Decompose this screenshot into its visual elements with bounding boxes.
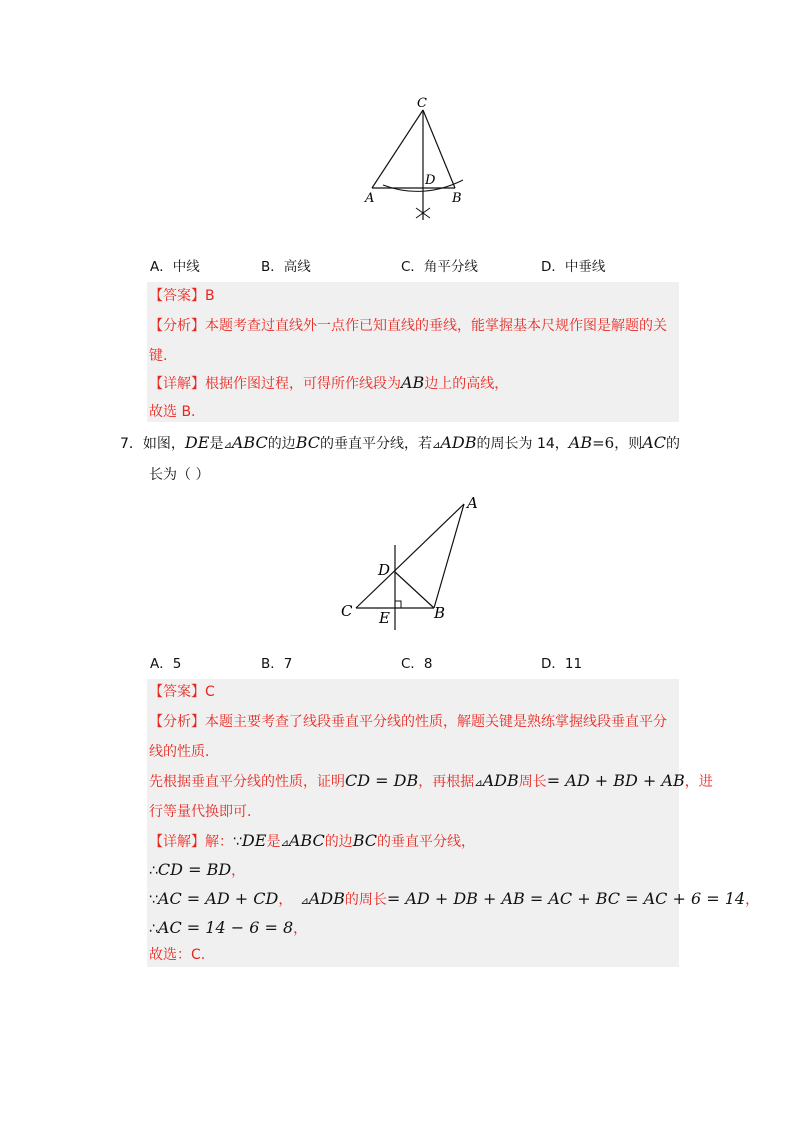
q7-option-c: C．8 [401, 656, 433, 672]
q7-option-a: A．5 [150, 656, 182, 672]
q6-answer: 【答案】B [149, 288, 215, 304]
q7-label-c: C [341, 602, 353, 620]
q7-analysis-method-cont: 行等量代换即可. [149, 804, 252, 820]
q7-stem-line2: 长为（ ） [149, 467, 210, 483]
q7-figure [338, 490, 488, 635]
q6-option-c: C．角平分线 [401, 259, 478, 275]
q6-conclusion: 故选 B. [149, 404, 196, 420]
q7-detail-line1: 【详解】解：∵DE是⊿ABC的边BC的垂直平分线， [149, 831, 475, 850]
q6-label-c: C [417, 96, 427, 111]
q7-solution-panel [147, 679, 760, 967]
q6-label-d: D [425, 173, 436, 188]
q7-right-angle-mark [395, 601, 401, 608]
q7-detail-line4: ∴AC = 14 − 6 = 8， [149, 918, 308, 937]
q6-solution-panel [147, 282, 679, 422]
q7-conclusion: 故选：C. [149, 947, 206, 963]
q7-side-ab [434, 504, 464, 608]
q6-label-a: A [365, 191, 375, 206]
q6-side-ca [372, 110, 423, 188]
q6-option-b: B．高线 [261, 259, 311, 275]
q6-analysis: 【分析】本题考查过直线外一点作已知直线的垂线，能掌握基本尺规作图是解题的关 [149, 318, 667, 334]
q6-label-b: B [452, 191, 462, 206]
q7-answer: 【答案】C [149, 684, 215, 700]
q7-analysis-cont: 线的性质． [149, 744, 219, 760]
q7-side-ca [356, 504, 464, 608]
q7-label-d: D [378, 561, 391, 579]
q6-option-a: A．中线 [150, 259, 200, 275]
q7-label-e: E [379, 609, 390, 627]
q7-analysis: 【分析】本题主要考查了线段垂直平分线的性质，解题关键是熟练掌握线段垂直平分 [149, 714, 667, 730]
q7-detail-line2: ∴CD = BD， [149, 860, 246, 879]
q7-label-a: A [467, 494, 478, 512]
q7-detail-line3: ∵AC = AD + CD， ⊿ADB的周长= AD + DB + AB = AC + BC = AC + 6 = 14， [149, 889, 760, 908]
q7-option-b: B．7 [261, 656, 293, 672]
q6-detail: 【详解】根据作图过程，可得所作线段为AB边上的高线， [149, 373, 509, 392]
q7-label-b: B [434, 604, 446, 622]
q7-analysis-method: 先根据垂直平分线的性质，证明CD = DB，再根据⊿ADB周长= AD + BD + AB，进 [149, 771, 713, 790]
q6-option-d: D．中垂线 [541, 259, 606, 275]
q6-analysis-cont: 键. [149, 348, 168, 364]
q7-stem-line1: 7．如图，DE是⊿ABC的边BC的垂直平分线，若⊿ADB的周长为 14，AB=6，则AC的 [120, 433, 681, 452]
q6-figure [355, 92, 475, 227]
q7-option-d: D．11 [541, 656, 583, 672]
